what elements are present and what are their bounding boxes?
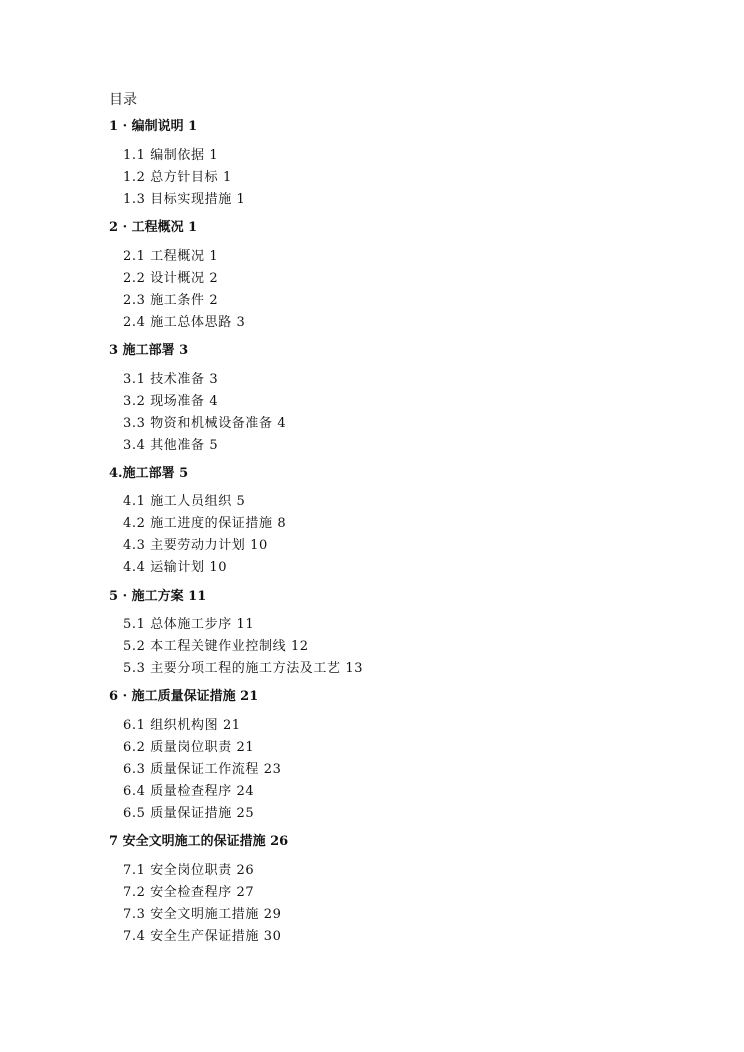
toc-item-5-1: 5.1 总体施工步序 11 xyxy=(123,617,255,632)
toc-title: 目录 xyxy=(109,92,137,108)
toc-item-6-4: 6.4 质量检查程序 24 xyxy=(123,784,255,799)
toc-item-5-2: 5.2 本工程关键作业控制线 12 xyxy=(123,639,309,654)
toc-item-1-1: 1.1 编制依据 1 xyxy=(123,148,219,163)
toc-item-2-4: 2.4 施工总体思路 3 xyxy=(123,315,246,330)
toc-item-1-3: 1.3 目标实现措施 1 xyxy=(123,192,246,207)
toc-item-3-1: 3.1 技术准备 3 xyxy=(123,372,219,387)
toc-item-6-2: 6.2 质量岗位职责 21 xyxy=(123,740,255,755)
toc-section-4-heading: 4.施工部署 5 xyxy=(109,466,189,481)
toc-item-3-4: 3.4 其他准备 5 xyxy=(123,438,219,453)
toc-section-2-heading: 2 · 工程概况 1 xyxy=(109,220,198,235)
toc-item-7-2: 7.2 安全检查程序 27 xyxy=(123,885,255,900)
toc-item-6-1: 6.1 组织机构图 21 xyxy=(123,718,241,733)
toc-item-1-2: 1.2 总方针目标 1 xyxy=(123,170,232,185)
toc-item-6-3: 6.3 质量保证工作流程 23 xyxy=(123,762,282,777)
toc-item-2-3: 2.3 施工条件 2 xyxy=(123,293,219,308)
toc-item-4-3: 4.3 主要劳动力计划 10 xyxy=(123,538,268,553)
toc-item-2-2: 2.2 设计概况 2 xyxy=(123,271,219,286)
toc-item-7-3: 7.3 安全文明施工措施 29 xyxy=(123,907,282,922)
toc-item-2-1: 2.1 工程概况 1 xyxy=(123,249,219,264)
toc-item-6-5: 6.5 质量保证措施 25 xyxy=(123,806,255,821)
toc-item-7-4: 7.4 安全生产保证措施 30 xyxy=(123,929,282,944)
toc-section-7-heading: 7 安全文明施工的保证措施 26 xyxy=(109,834,289,849)
toc-item-4-2: 4.2 施工进度的保证措施 8 xyxy=(123,516,287,531)
toc-section-1-heading: 1 · 编制说明 1 xyxy=(109,119,198,134)
toc-item-3-2: 3.2 现场准备 4 xyxy=(123,394,219,409)
toc-section-5-heading: 5 · 施工方案 11 xyxy=(109,589,207,604)
toc-item-5-3: 5.3 主要分项工程的施工方法及工艺 13 xyxy=(123,661,364,676)
toc-section-3-heading: 3 施工部署 3 xyxy=(109,343,189,358)
toc-item-7-1: 7.1 安全岗位职责 26 xyxy=(123,863,255,878)
toc-item-4-1: 4.1 施工人员组织 5 xyxy=(123,494,246,509)
toc-item-4-4: 4.4 运输计划 10 xyxy=(123,560,228,575)
toc-section-6-heading: 6 · 施工质量保证措施 21 xyxy=(109,689,259,704)
toc-item-3-3: 3.3 物资和机械设备准备 4 xyxy=(123,416,287,431)
